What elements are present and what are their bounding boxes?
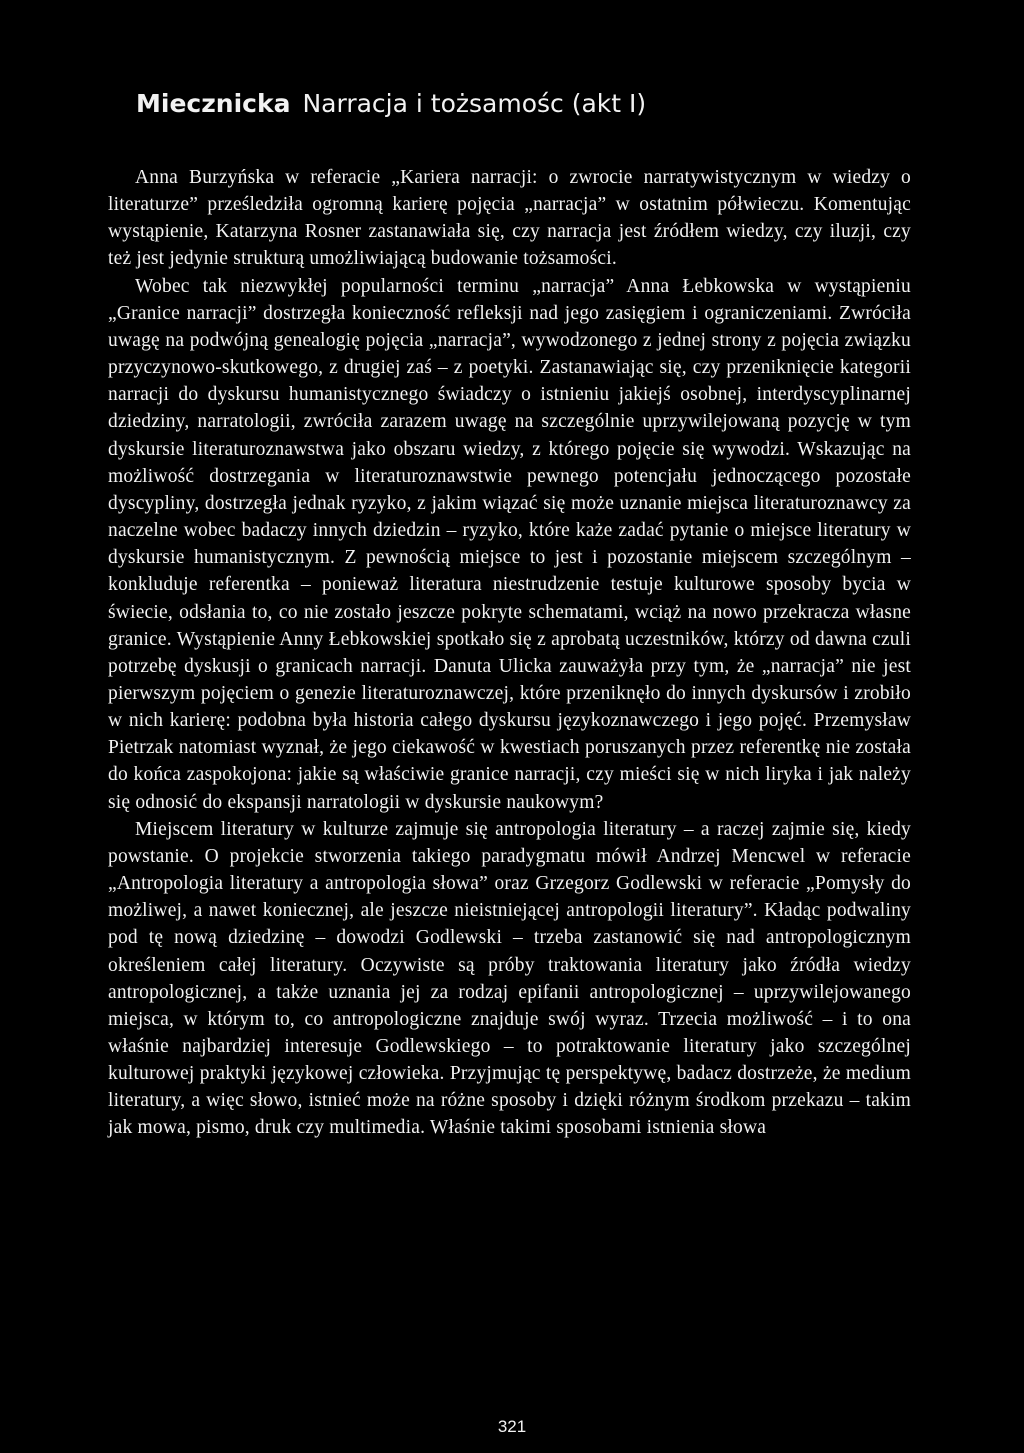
page-number: 321	[497, 1417, 527, 1436]
paragraph-3: Miejscem literatury w kulturze zajmuje się antropologia literatury – a raczej zajmie się, kiedy powstanie. O projekcie stworzenia takiego paradygmatu mówił Andrzej Mencwel w referacie „Antropologia literatury a antropologia słowa” oraz Grzegorz Godlewski w referacie „Pomysły do możliwej, a nawet koniecznej, ale jeszcze nieistniejącej antropologii literatury”. Kładąc podwaliny pod tę nową dziedzinę – dowodzi Godlewski – trzeba zastanowić się nad antropologicznym określeniem całej literatury. Oczywiste są próby traktowania literatury jako źródła wiedzy antropologicznej, a także uznania jej za rodzaj epifanii antropologicznej – uprzywilejowanego miejsca, w którym to, co antropologiczne znajduje swój wyraz. Trzecia możliwość – i to ona właśnie najbardziej interesuje Godlewskiego – to potraktowanie literatury jako szczególnej kulturowej praktyki językowej człowieka. Przyjmując tę perspektywę, badacz dostrzeże, że medium literatury, a więc słowo, istnieć może na różne sposoby i dzięki różnym środkom przekazu – takim jak mowa, pismo, druk czy multimedia. Właśnie takimi sposobami istnienia słowa	[108, 818, 911, 1139]
header-author: Miecznicka	[136, 89, 291, 118]
body-text	[108, 164, 911, 1142]
paragraph-1: Anna Burzyńska w referacie „Kariera narracji: o zwrocie narratywistycznym w wiedzy o literaturze” prześledziła ogromną karierę pojęcia „narracja” w ostatnim półwieczu. Komentując wystąpienie, Katarzyna Rosner zastanawiała się, czy narracja jest źródłem wiedzy, czy iluzji, czy też jest jedynie strukturą umożliwiającą budowanie tożsamości.	[108, 167, 911, 270]
running-header	[136, 86, 646, 122]
header-title: Narracja i tożsamośc (akt I)	[302, 89, 647, 118]
paragraph-2: Wobec tak niezwykłej popularności terminu „narracja” Anna Łebkowska w wystąpieniu „Granice narracji” dostrzegła konieczność refleksji nad jego zasięgiem i ograniczeniami. Zwróciła uwagę na podwójną genealogię pojęcia „narracja”, wywodzonego z jednej strony z pojęcia związku przyczynowo-skutkowego, z drugiej zaś – z poetyki. Zastanawiając się, czy przeniknięcie kategorii narracji do dyskursu humanistycznego świadczy o istnieniu jakiejś osobnej, interdyscyplinarnej dziedziny, narratologii, zwróciła zarazem uwagę na szczególnie uprzywilejowaną pozycję w tym dyskursie literaturoznawstwa jako obszaru wiedzy, z którego pojęcie się wywodzi. Wskazując na możliwość dostrzegania w literaturoznawstwie pewnego potencjału jednoczącego pozostałe dyscypliny, dostrzegła jednak ryzyko, z jakim wiązać się może uznanie miejsca literaturoznawcy za naczelne wobec badaczy innych dziedzin – ryzyko, które każe zadać pytanie o miejsce literatury w dyskursie humanistycznym. Z pewnością miejsce to jest i pozostanie miejscem szczególnym – konkluduje referentka – ponieważ literatura niestrudzenie testuje kulturowe sposoby bycia w świecie, odsłania to, co nie zostało jeszcze pokryte schematami, wciąż na nowo przekracza własne granice. Wystąpienie Anny Łebkowskiej spotkało się z aprobatą uczestników, którzy od dawna czuli potrzebę dyskusji o granicach narracji. Danuta Ulicka zauważyła przy tym, że „narracja” nie jest pierwszym pojęciem o genezie literaturoznawczej, które przeniknęło do innych dyskursów i zrobiło w nich karierę: podobna była historia całego dyskursu językoznawczego i jego pojęć. Przemysław Pietrzak natomiast wyznał, że jego ciekawość w kwestiach poruszanych przez referentkę nie została do końca zaspokojona: jakie są właściwie granice narracji, czy mieści się w nich liryka i jak należy się odnosić do ekspansji narratologii w dyskursie naukowym?	[108, 275, 911, 813]
